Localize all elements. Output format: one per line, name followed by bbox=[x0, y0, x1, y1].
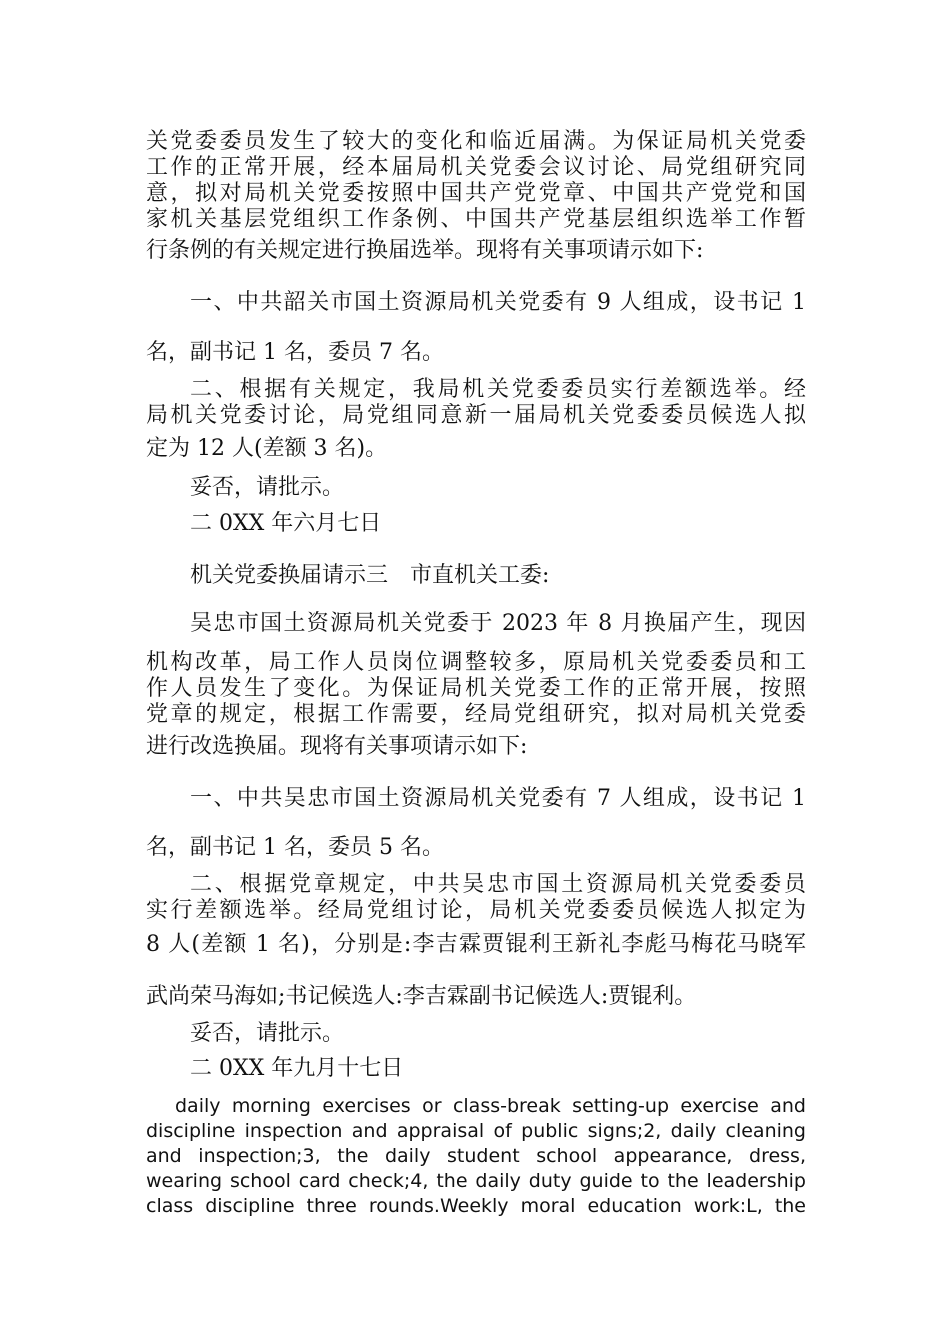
english-line: discipline inspection and appraisal of public signs;2, daily cleaning bbox=[146, 1120, 806, 1142]
text-line: 一、中共韶关市国土资源局机关党委有 9 人组成，设书记 1 bbox=[190, 290, 806, 315]
text-line: 关党委委员发生了较大的变化和临近届满。为保证局机关党委 bbox=[146, 129, 806, 154]
text-line: 进行改选换届。现将有关事项请示如下: bbox=[146, 734, 528, 759]
text-line: 工作的正常开展，经本届局机关党委会议讨论、局党组研究同 bbox=[146, 155, 806, 180]
text-line: 名，副书记 1 名，委员 5 名。 bbox=[146, 835, 444, 860]
english-line: wearing school card check;4, the daily duty guide to the leadership bbox=[146, 1170, 806, 1192]
section-heading: 机关党委换届请示三 市直机关工委: bbox=[190, 563, 550, 588]
text-line: 妥否，请批示。 bbox=[190, 475, 345, 500]
english-line: daily morning exercises or class-break setting-up exercise and bbox=[175, 1095, 806, 1117]
text-line: 机构改革，局工作人员岗位调整较多，原局机关党委委员和工 bbox=[146, 650, 806, 675]
text-line: 实行差额选举。经局党组讨论，局机关党委委员候选人拟定为 bbox=[146, 898, 806, 923]
text-line: 局机关党委讨论，局党组同意新一届局机关党委委员候选人拟 bbox=[146, 403, 806, 428]
text-line: 党章的规定，根据工作需要，经局党组研究，拟对局机关党委 bbox=[146, 702, 806, 727]
text-line: 行条例的有关规定进行换届选举。现将有关事项请示如下: bbox=[146, 238, 704, 263]
text-line: 8 人(差额 1 名)，分别是:李吉霖贾锟利王新礼李彪马梅花马晓军 bbox=[146, 932, 806, 957]
text-line: 吴忠市国土资源局机关党委于 2023 年 8 月换届产生，现因 bbox=[190, 611, 806, 636]
text-line: 定为 12 人(差额 3 名)。 bbox=[146, 436, 388, 461]
text-line: 武尚荣马海如;书记候选人:李吉霖副书记候选人:贾锟利。 bbox=[146, 984, 697, 1009]
text-line: 意，拟对局机关党委按照中国共产党党章、中国共产党党和国 bbox=[146, 181, 806, 206]
text-line: 一、中共吴忠市国土资源局机关党委有 7 人组成，设书记 1 bbox=[190, 786, 806, 811]
date-line: 二 0XX 年六月七日 bbox=[190, 511, 382, 536]
english-line: class discipline three rounds.Weekly moral education work:L, the bbox=[146, 1195, 806, 1217]
text-line: 二、根据党章规定，中共吴忠市国土资源局机关党委委员 bbox=[190, 872, 806, 897]
text-line: 作人员发生了变化。为保证局机关党委工作的正常开展，按照 bbox=[146, 676, 806, 701]
english-line: and inspection;3, the daily student school appearance, dress, bbox=[146, 1145, 806, 1167]
text-line: 家机关基层党组织工作条例、中国共产党基层组织选举工作暂 bbox=[146, 207, 806, 232]
text-line: 二、根据有关规定，我局机关党委委员实行差额选举。经 bbox=[190, 377, 806, 402]
date-line: 二 0XX 年九月十七日 bbox=[190, 1056, 404, 1081]
text-line: 名，副书记 1 名，委员 7 名。 bbox=[146, 340, 444, 365]
text-line: 妥否，请批示。 bbox=[190, 1021, 345, 1046]
